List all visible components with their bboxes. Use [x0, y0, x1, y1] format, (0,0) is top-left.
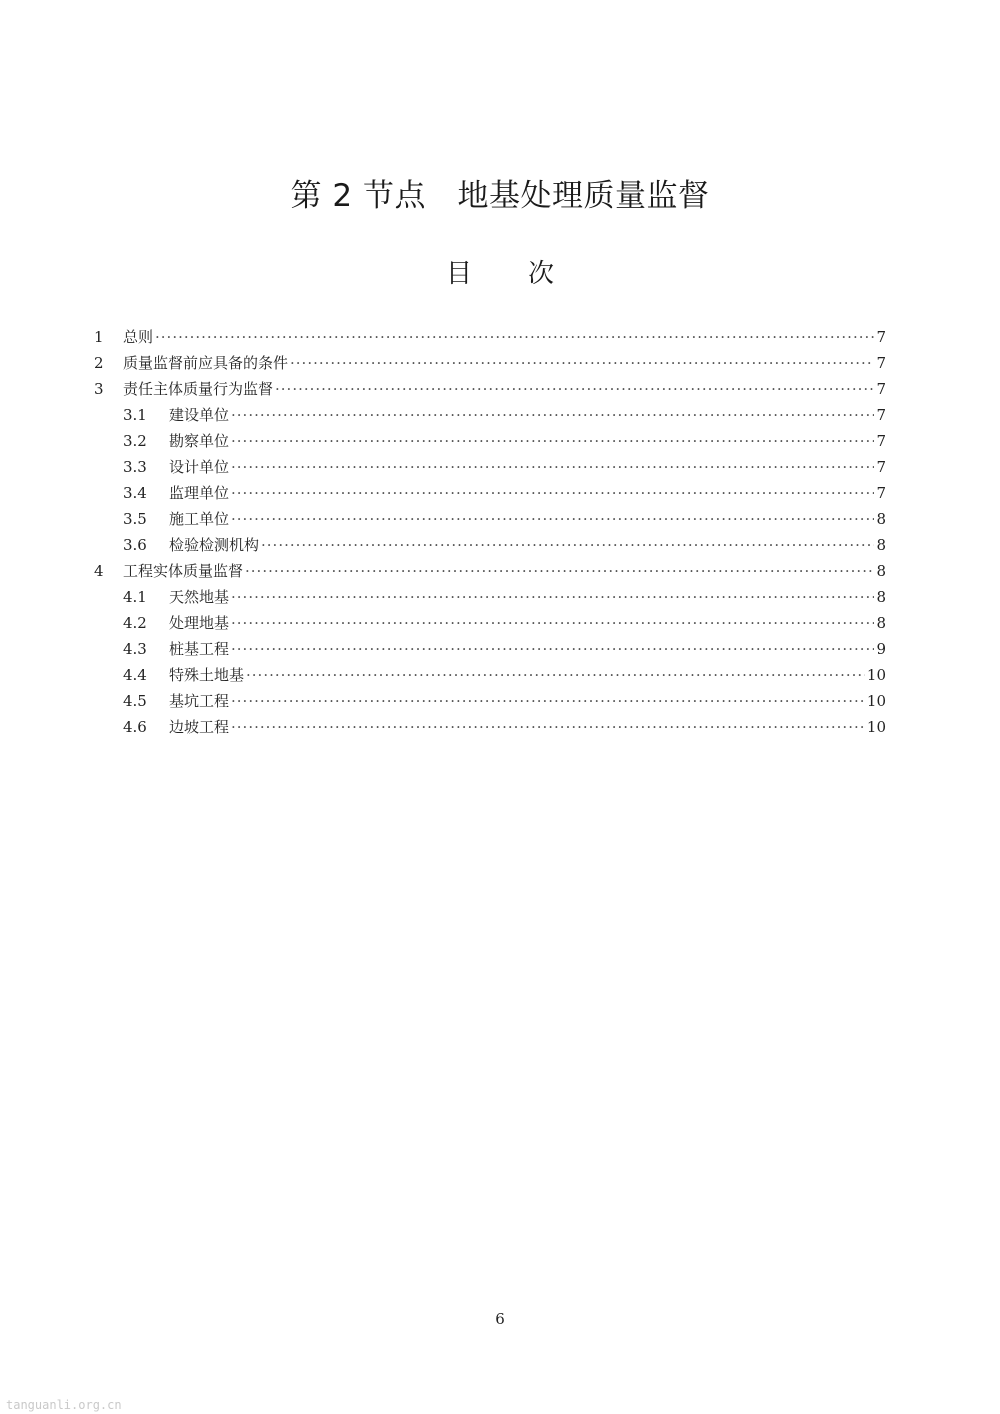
- toc-entry-label: 桩基工程: [169, 640, 230, 658]
- toc-entry-label: 工程实体质量监督: [123, 562, 244, 580]
- toc-entry-number: 3.2: [123, 432, 147, 450]
- toc-entry-page: 9: [876, 640, 886, 658]
- toc-leader-dots: [246, 662, 865, 688]
- toc-entry-page: 7: [876, 432, 886, 450]
- toc-entry-page: 7: [876, 484, 886, 502]
- toc-leader-dots: [231, 714, 865, 740]
- table-of-contents: [94, 324, 886, 740]
- toc-leader-dots: [231, 428, 874, 454]
- toc-entry-label: 天然地基: [169, 588, 230, 606]
- toc-entry-label: 设计单位: [169, 458, 230, 476]
- toc-entry-label: 质量监督前应具备的条件: [123, 354, 289, 372]
- toc-heading-char-2: 次: [528, 259, 555, 289]
- toc-entry-page: 7: [876, 354, 886, 372]
- page-number: 6: [495, 1310, 505, 1328]
- toc-entry[interactable]: [94, 558, 886, 584]
- toc-entry[interactable]: [94, 532, 886, 558]
- toc-leader-dots: [261, 532, 874, 558]
- toc-entry-page: 7: [876, 406, 886, 424]
- toc-entry-page: 7: [876, 380, 886, 398]
- toc-heading: [0, 253, 1000, 290]
- toc-entry[interactable]: [94, 350, 886, 376]
- toc-leader-dots: [231, 636, 874, 662]
- toc-entry-label: 建设单位: [169, 406, 230, 424]
- toc-entry[interactable]: [94, 610, 886, 636]
- toc-entry-number: 4.4: [123, 666, 147, 684]
- toc-entry-page: 10: [866, 692, 886, 710]
- toc-entry-number: 4.1: [123, 588, 147, 606]
- toc-entry-label: 检验检测机构: [169, 536, 260, 554]
- toc-entry[interactable]: [94, 402, 886, 428]
- toc-leader-dots: [231, 610, 874, 636]
- toc-entry-number: 3.5: [123, 510, 147, 528]
- toc-entry-page: 8: [876, 614, 886, 632]
- toc-entry-page: 8: [876, 536, 886, 554]
- toc-entry-number: 4.5: [123, 692, 147, 710]
- toc-entry-label: 处理地基: [169, 614, 230, 632]
- toc-entry[interactable]: [94, 480, 886, 506]
- toc-entry-page: 10: [866, 666, 886, 684]
- toc-entry-page: 8: [876, 588, 886, 606]
- toc-entry[interactable]: [94, 454, 886, 480]
- toc-entry-number: 3.1: [123, 406, 147, 424]
- toc-leader-dots: [231, 584, 874, 610]
- toc-entry[interactable]: [94, 324, 886, 350]
- toc-entry[interactable]: [94, 506, 886, 532]
- toc-entry-page: 8: [876, 510, 886, 528]
- toc-leader-dots: [231, 454, 874, 480]
- toc-entry-number: 1: [94, 328, 104, 346]
- toc-leader-dots: [231, 402, 874, 428]
- toc-entry[interactable]: [94, 584, 886, 610]
- toc-leader-dots: [155, 324, 874, 350]
- page-title: 第 2 节点 地基处理质量监督: [290, 178, 710, 214]
- toc-entry-number: 3.6: [123, 536, 147, 554]
- toc-entry-page: 7: [876, 458, 886, 476]
- toc-entry-page: 7: [876, 328, 886, 346]
- toc-entry-number: 4: [94, 562, 104, 580]
- toc-leader-dots: [231, 480, 874, 506]
- toc-leader-dots: [275, 376, 874, 402]
- toc-heading-char-1: 目: [445, 259, 472, 289]
- toc-entry-page: 8: [876, 562, 886, 580]
- toc-entry-label: 总则: [123, 328, 154, 346]
- toc-entry-page: 10: [866, 718, 886, 736]
- toc-entry-number: 4.3: [123, 640, 147, 658]
- toc-entry-label: 施工单位: [169, 510, 230, 528]
- toc-entry[interactable]: [94, 636, 886, 662]
- toc-entry[interactable]: [94, 688, 886, 714]
- toc-entry[interactable]: [94, 428, 886, 454]
- toc-entry[interactable]: [94, 662, 886, 688]
- toc-entry-number: 2: [94, 354, 104, 372]
- toc-entry-number: 3.3: [123, 458, 147, 476]
- toc-entry-label: 监理单位: [169, 484, 230, 502]
- toc-entry-label: 边坡工程: [169, 718, 230, 736]
- toc-entry-number: 3: [94, 380, 104, 398]
- toc-leader-dots: [290, 350, 874, 376]
- toc-entry-number: 3.4: [123, 484, 147, 502]
- toc-entry-label: 责任主体质量行为监督: [123, 380, 274, 398]
- toc-leader-dots: [231, 688, 865, 714]
- toc-entry-label: 特殊土地基: [169, 666, 245, 684]
- toc-entry-label: 勘察单位: [169, 432, 230, 450]
- toc-leader-dots: [231, 506, 874, 532]
- toc-entry-label: 基坑工程: [169, 692, 230, 710]
- toc-entry[interactable]: [94, 714, 886, 740]
- toc-entry[interactable]: [94, 376, 886, 402]
- toc-entry-number: 4.6: [123, 718, 147, 736]
- watermark: tanguanli.org.cn: [6, 1398, 122, 1412]
- toc-entry-number: 4.2: [123, 614, 147, 632]
- toc-leader-dots: [245, 558, 874, 584]
